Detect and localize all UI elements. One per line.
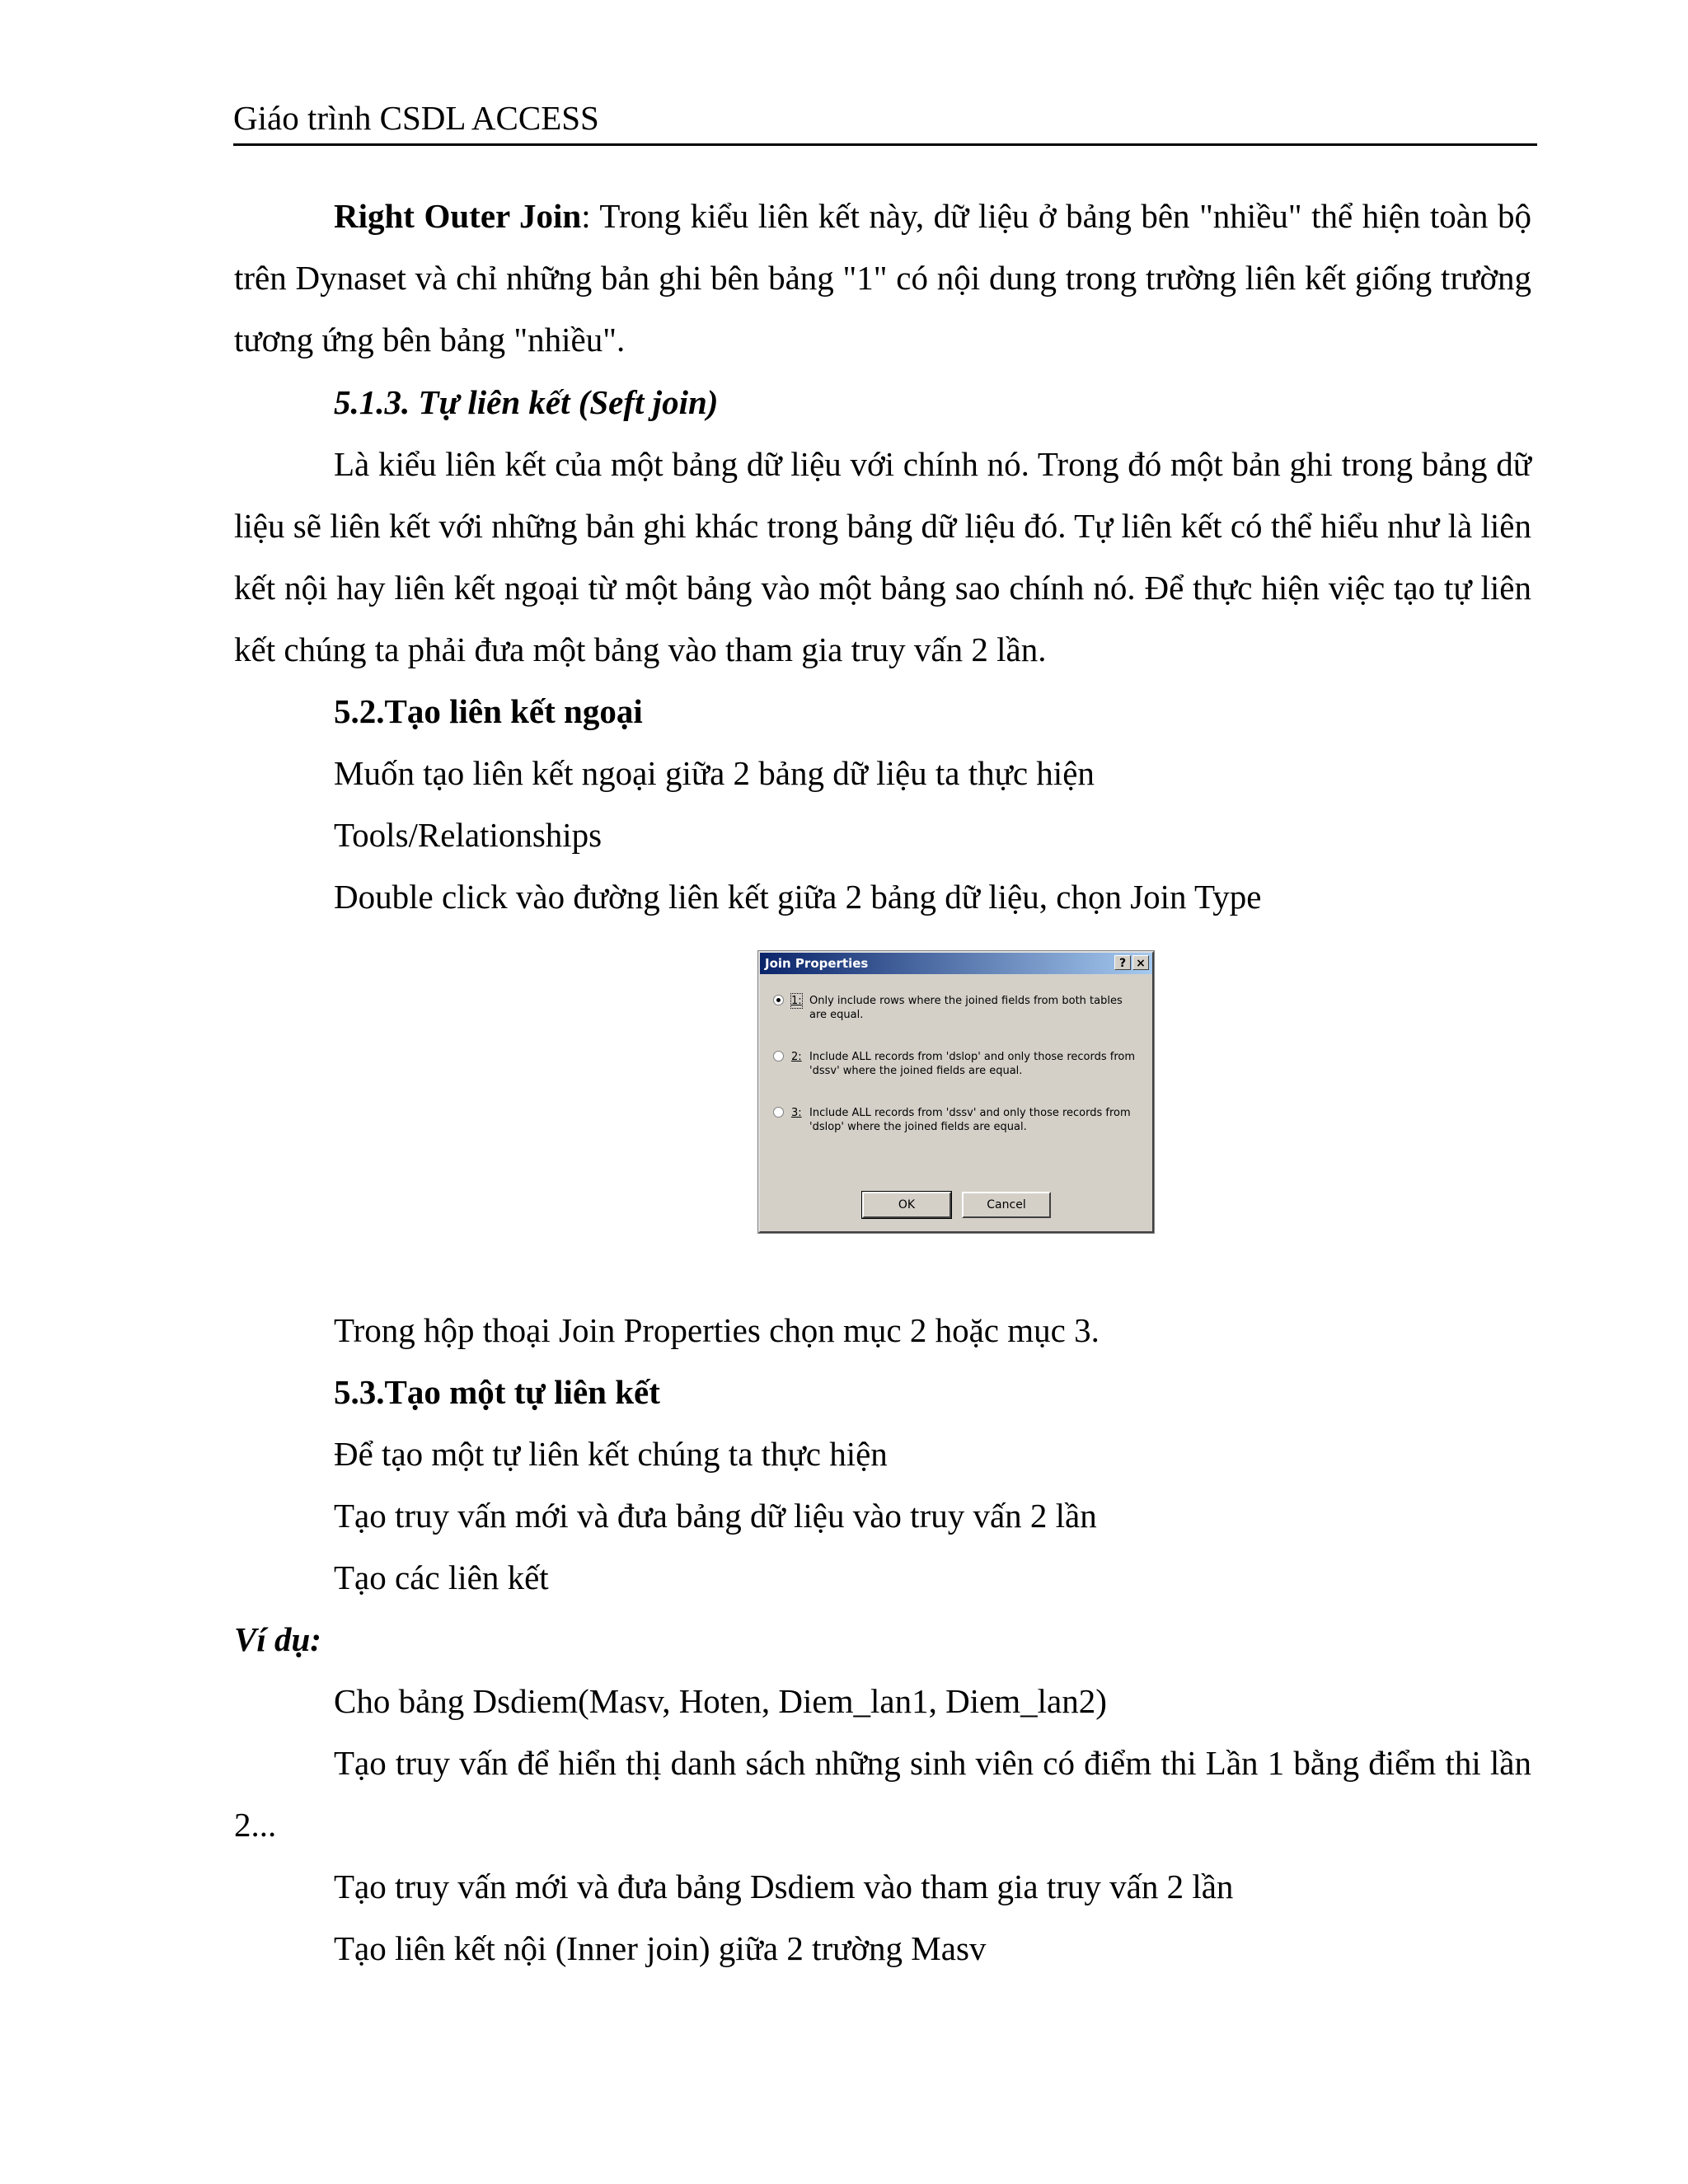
self-join-step-3: Tạo các liên kết bbox=[334, 1558, 549, 1596]
section-heading-5-3: 5.3.Tạo một tự liên kết bbox=[334, 1373, 660, 1411]
radio-option-1[interactable] bbox=[773, 995, 784, 1005]
section-heading-5-2: 5.2.Tạo liên kết ngoại bbox=[334, 692, 643, 730]
option-3-text: Include ALL records from 'dssv' and only those records from 'dslop' where the joined fields are equal. bbox=[809, 1107, 1131, 1133]
ok-button[interactable]: OK bbox=[862, 1192, 951, 1218]
option-2-text: Include ALL records from 'dslop' and only those records from 'dssv' where the joined fields are equal. bbox=[809, 1051, 1136, 1077]
cancel-button[interactable]: Cancel bbox=[962, 1192, 1051, 1218]
page-header bbox=[233, 97, 1537, 146]
example-label: Ví dụ: bbox=[234, 1620, 321, 1658]
example-line-2: Tạo truy vấn mới và đưa bảng Dsdiem vào tham gia truy vấn 2 lần bbox=[334, 1868, 1234, 1905]
header-title: Giáo trình CSDL ACCESS bbox=[233, 99, 599, 137]
self-join-paragraph: Là kiểu liên kết của một bảng dữ liệu với chính nó. Trong đó một bản ghi trong bảng dữ liệu sẽ liên kết với những bản ghi khác trong bảng dữ liệu đó. Tự liên kết có thể hiểu như là liên kết nội hay liên kết ngoại từ một bảng vào một bảng sao chính nó. Để thực hiện việc tạo tự liên kết chúng ta phải đưa một bảng vào tham gia truy vấn 2 lần. bbox=[234, 445, 1531, 668]
close-icon[interactable]: × bbox=[1132, 955, 1149, 970]
radio-option-2[interactable] bbox=[773, 1051, 784, 1062]
option-1-text: Only include rows where the joined fields from both tables are equal. bbox=[809, 995, 1123, 1021]
outer-join-line-2: Tools/Relationships bbox=[334, 816, 603, 854]
option-3-number: 3: bbox=[791, 1107, 802, 1119]
self-join-step-2: Tạo truy vấn mới và đưa bảng dữ liệu vào truy vấn 2 lần bbox=[334, 1497, 1097, 1535]
join-properties-dialog bbox=[758, 951, 1154, 1233]
dialog-titlebar bbox=[760, 953, 1152, 974]
self-join-step-1: Để tạo một tự liên kết chúng ta thực hiện bbox=[334, 1435, 888, 1473]
option-2-number: 2: bbox=[791, 1051, 802, 1063]
section-heading-5-1-3: 5.1.3. Tự liên kết (Seft join) bbox=[334, 383, 719, 421]
example-line-3: Tạo liên kết nội (Inner join) giữa 2 trường Masv bbox=[334, 1929, 987, 1967]
help-icon[interactable]: ? bbox=[1114, 955, 1131, 970]
right-outer-join-term: Right Outer Join bbox=[334, 197, 582, 235]
outer-join-line-3: Double click vào đường liên kết giữa 2 bảng dữ liệu, chọn Join Type bbox=[334, 878, 1262, 916]
example-paragraph: Tạo truy vấn để hiển thị danh sách những sinh viên có điểm thi Lần 1 bằng điểm thi lần 2... bbox=[234, 1744, 1531, 1844]
after-dialog-text: Trong hộp thoại Join Properties chọn mục 2 hoặc mục 3. bbox=[334, 1311, 1100, 1349]
right-outer-join-paragraph bbox=[234, 185, 1531, 371]
option-1-number: 1: bbox=[791, 995, 802, 1007]
right-outer-join-text: : Trong kiểu liên kết này, dữ liệu ở bảng bên "nhiều" thể hiện toàn bộ trên Dynaset và chỉ những bản ghi bên bảng "1" có nội dung trong trường liên kết giống trường tương ứng bên bảng "nhiều". bbox=[234, 197, 1531, 359]
example-line-1: Cho bảng Dsdiem(Masv, Hoten, Diem_lan1, Diem_lan2) bbox=[334, 1682, 1107, 1720]
outer-join-line-1: Muốn tạo liên kết ngoại giữa 2 bảng dữ liệu ta thực hiện bbox=[334, 754, 1095, 792]
dialog-title: Join Properties bbox=[765, 956, 869, 971]
radio-option-3[interactable] bbox=[773, 1107, 784, 1118]
